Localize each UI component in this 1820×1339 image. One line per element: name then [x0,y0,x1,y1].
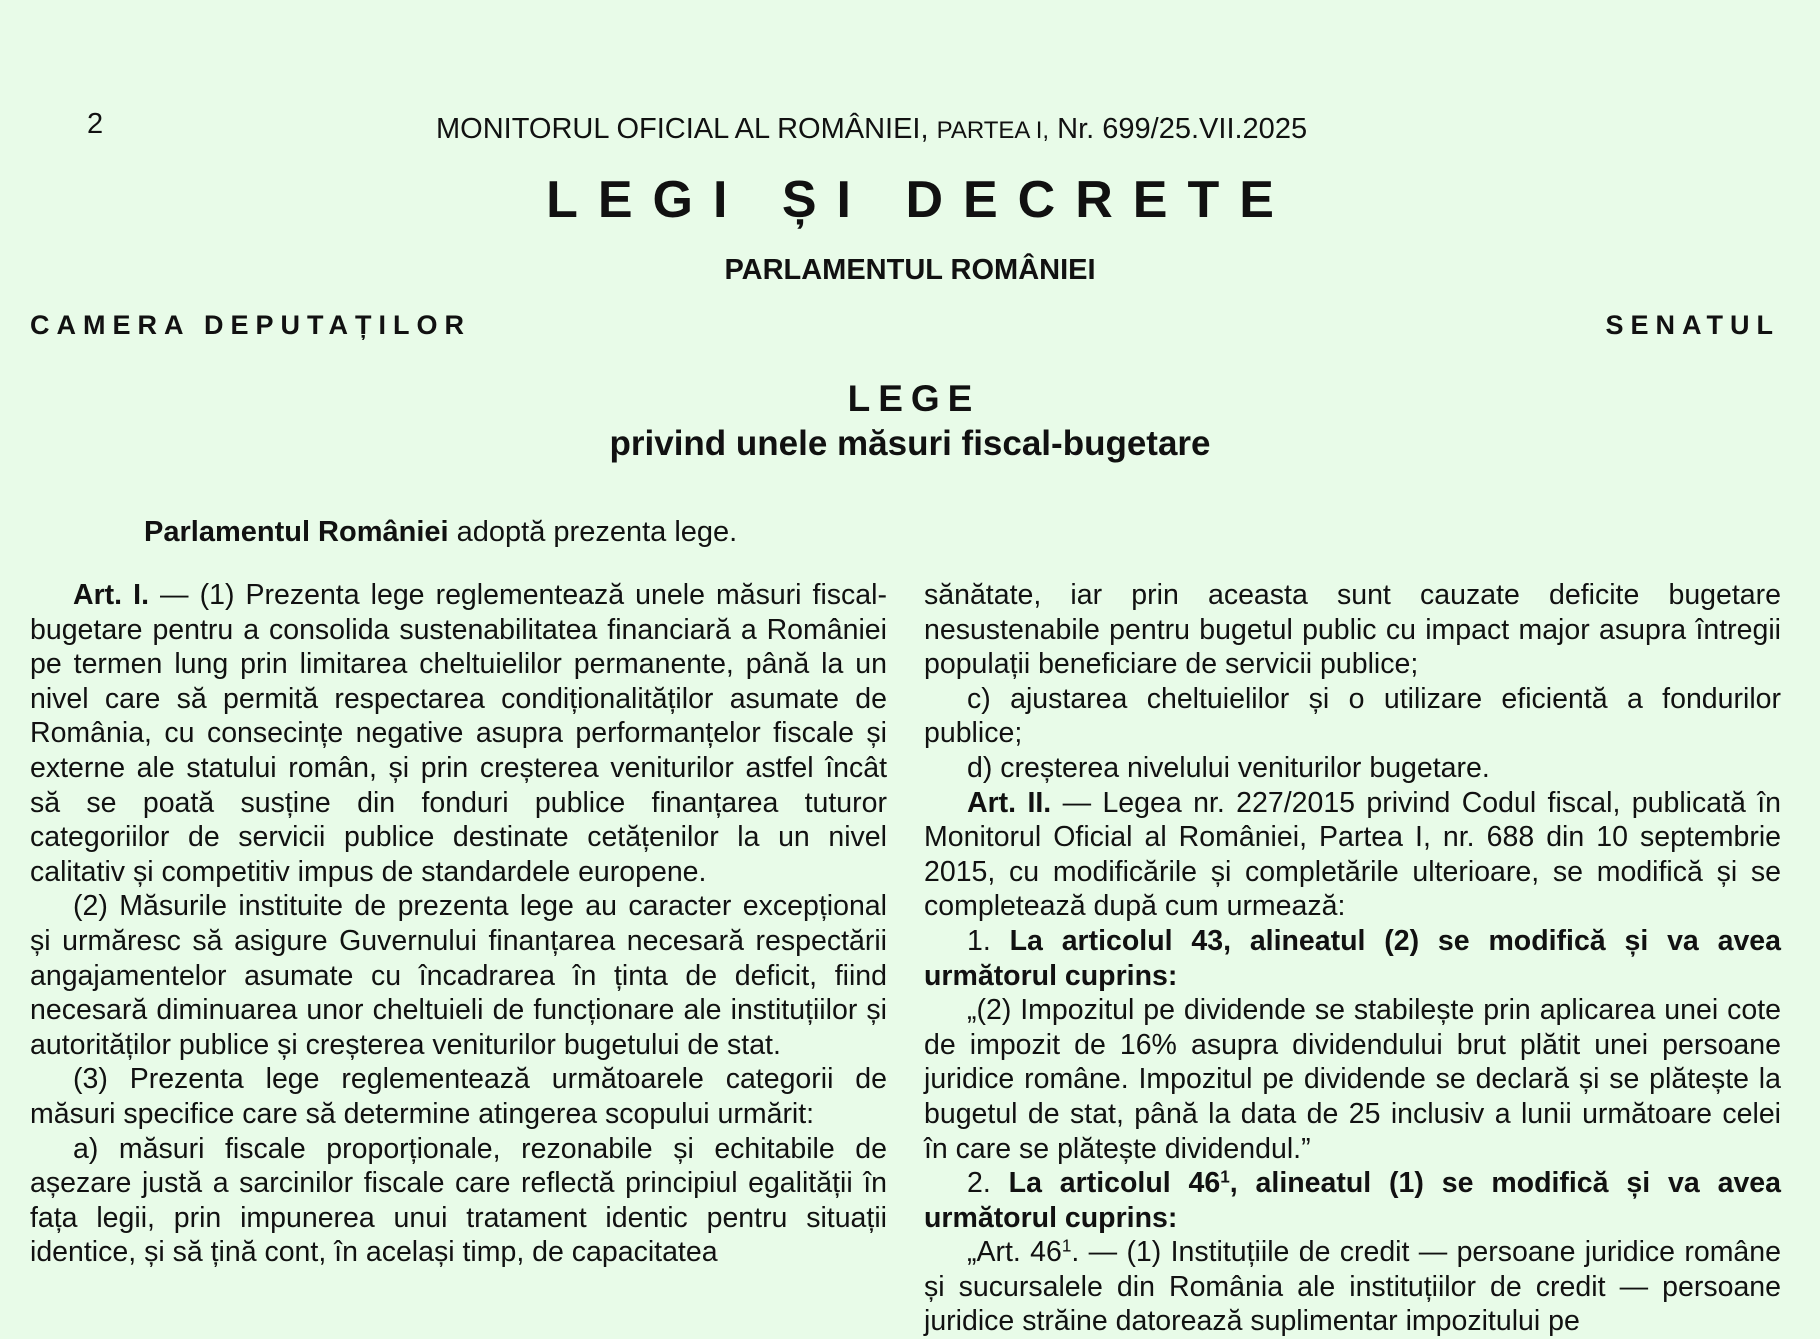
adoption-text: adoptă prezenta lege. [448,516,738,548]
article-2-label: Art. II. [967,786,1052,819]
publication-part: PARTEA I, [936,117,1050,144]
article-1-paragraph-1: Art. I. — (1) Prezenta lege reglementează unele măsuri fiscal-bugetare pentru a consolida sustenabilitatea financiară a României pe termen lung prin limitarea cheltuielilor permanente, până la un nivel care să permită respectarea condiționalităților asumate de România, cu consecințe negative asupra performanțelor fiscale și externe ale statului român, și prin creșterea veniturilor astfel încât să se poată susține din fonduri publice finanțarea tuturor categoriilor de servicii publice destinate cetățenilor la un nivel calitativ și competitiv impus de standardele europene. [30,579,887,888]
right-column [924,578,1781,1339]
publication-title: MONITORUL OFICIAL AL ROMÂNIEI, [436,113,929,145]
amendment-1-text: „(2) Impozitul pe dividende se stabilește prin aplicarea unei cote de impozit de 16% asupra dividendului brut plătit unei persoane juridice române. Impozitul pe dividende se declară și se plătește la bugetul de stat, până la data de 25 inclusiv a lunii următoare celei în care se plătește dividendul.” [924,994,1781,1165]
chamber-senate: SENATUL [1605,310,1780,340]
page-number: 2 [87,108,104,140]
document-type: LEGE [847,378,981,419]
article-1-paragraph-2: (2) Măsurile instituite de prezenta lege au caracter excepțional și urmăresc să asigure Guvernului finanțarea necesară respectării angajamentelor asumate cu încadrarea în ținta de deficit, fiind necesară diminuarea unor cheltuieli de funcționare ale instituțiilor și autorităților publice și creșterea veniturilor bugetului de stat. [30,890,887,1061]
article-1-item-b-continued: sănătate, iar prin aceasta sunt cauzate deficite bugetare nesustenabile pentru bugetul public cu impact major asupra întregii populații beneficiare de servicii publice; [924,579,1781,681]
article-1-item-d: d) creșterea nivelului veniturilor bugetare. [967,751,1490,784]
publication-issue: Nr. 699/25.VII.2025 [1057,113,1308,145]
section-title: LEGI ȘI DECRETE [546,171,1294,229]
chamber-deputies: CAMERA DEPUTAȚILOR [30,310,471,340]
amendment-1-heading: 1. La articolul 43, alineatul (2) se modifică și va avea următorul cuprins: [924,924,1782,992]
left-column [30,578,887,1270]
article-1-paragraph-3: (3) Prezenta lege reglementează următoarele categorii de măsuri specifice care să determine atingerea scopului urmărit: [30,1063,887,1130]
amendment-2-heading: 2. La articolul $46^1$, alineatul (1) se modifică și va avea următorul cuprins: [924,1167,1782,1234]
issuer-heading: PARLAMENTUL ROMÂNIEI [724,254,1096,286]
amendment-2-text: „Art. $46^1$. — (1) Instituțiile de credit — persoane juridice române și sucursalele din România ale instituțiilor de credit — persoane juridice străine datorează suplimentar impozitului pe [924,1236,1781,1338]
adoption-subject: Parlamentul României [144,516,449,548]
article-1-item-c: c) ajustarea cheltuielilor și o utilizare eficientă a fondurilor publice; [924,682,1781,750]
document-subject: privind unele măsuri fiscal-bugetare [609,424,1211,463]
article-1-item-a: a) măsuri fiscale proporționale, rezonabile și echitabile de așezare justă a sarcinilor fiscale care reflectă principiul egalității în fața legii, prin impunerea unui tratament identic pentru situații identice, și să țină cont, în același timp, de capacitatea [30,1132,887,1269]
article-2-paragraph: Art. II. — Legea nr. 227/2015 privind Codul fiscal, publicată în Monitorul Oficial al României, Partea I, nr. 688 din 10 septembrie 2015, cu modificările și completările ulterioare, se modifică și se completează după cum urmează: [924,786,1781,923]
publication-header [436,113,1307,146]
article-1-label: Art. I. [73,579,149,611]
adoption-statement [144,516,737,549]
